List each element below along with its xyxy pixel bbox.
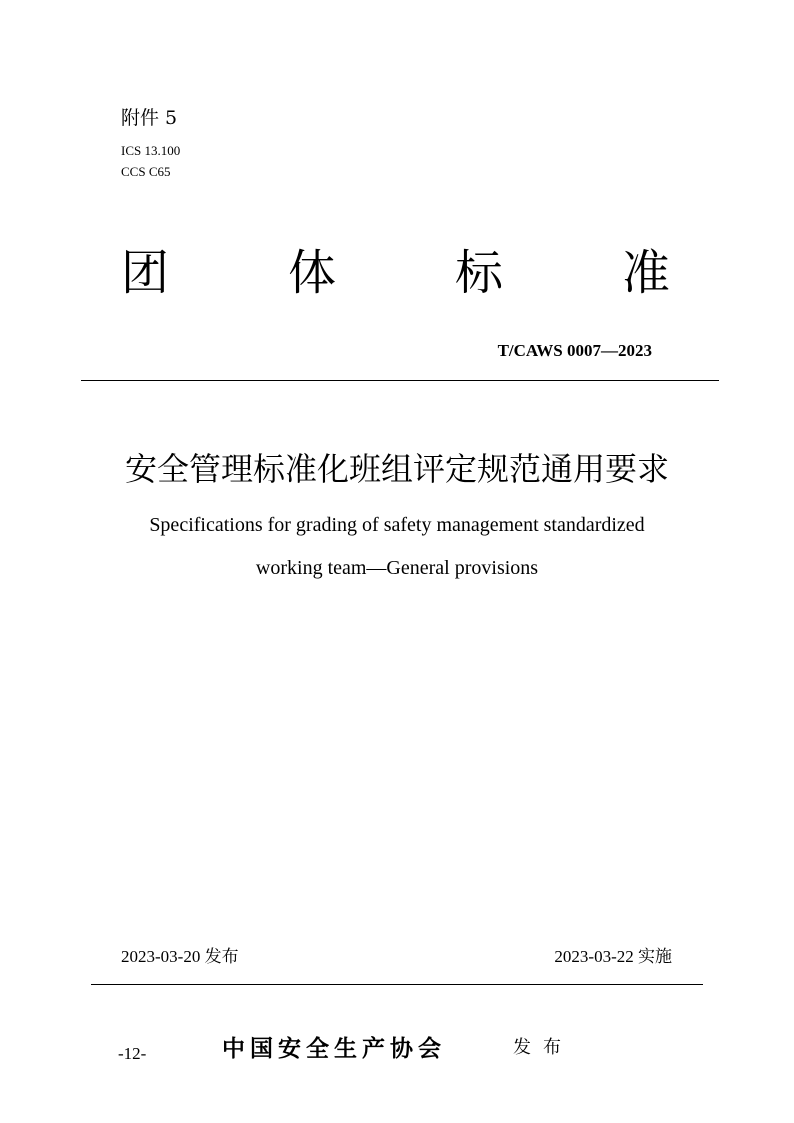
title-english-line2: working team—General provisions <box>255 557 539 579</box>
standard-type-char: 标 <box>455 245 504 301</box>
implementation-date: 2023-03-22 实施 <box>554 947 672 966</box>
top-divider <box>81 380 719 381</box>
publish-date: 2023-03-20 发布 <box>121 947 239 966</box>
ics-code: ICS 13.100 <box>121 143 181 158</box>
page-number: -12- <box>118 1044 147 1063</box>
bottom-divider <box>91 984 703 985</box>
attachment-label: 附件 5 <box>121 107 178 129</box>
title-english-line1: Specifications for grading of safety management standardized <box>149 514 645 536</box>
standard-type-char: 团 <box>121 245 170 301</box>
standard-number: T/CAWS 0007—2023 <box>497 341 652 360</box>
publisher-name: 中国安全生产协会 <box>222 1036 446 1062</box>
standard-type-char: 体 <box>288 245 337 301</box>
publish-label: 发布 <box>513 1037 573 1058</box>
ccs-code: CCS C65 <box>121 164 171 179</box>
title-chinese: 安全管理标准化班组评定规范通用要求 <box>124 450 669 488</box>
standard-type-char: 准 <box>622 245 671 301</box>
